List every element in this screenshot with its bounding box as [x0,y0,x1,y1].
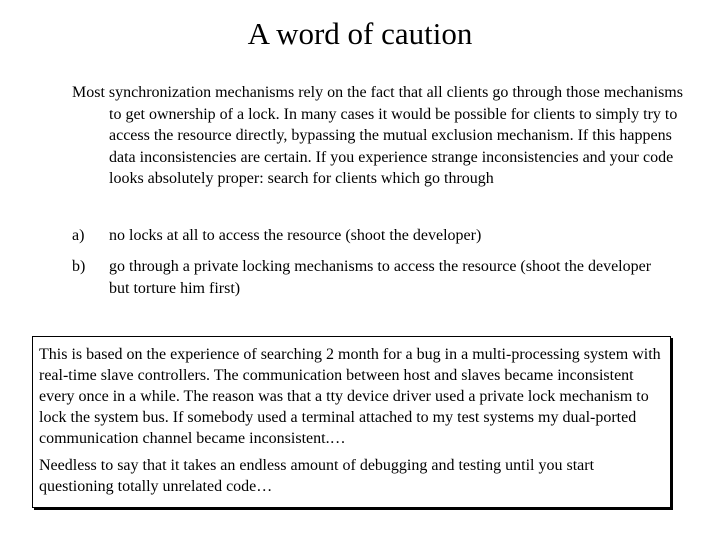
list-item-text: no locks at all to access the resource (shoot the developer) [109,227,482,244]
note-box [32,336,671,508]
intro-paragraph: Most synchronization mechanisms rely on the fact that all clients go through those mechanisms to get ownership of a lock. In many cases it would be possible for clients to simply try to access the resource directly, bypassing the mutual exclusion mechanism. If this happens data inconsistencies are certain. If you experience strange inconsistencies and your code looks absolutely proper: search for clients which go through [72,84,683,187]
note-paragraph-conclusion: Needless to say that it takes an endless amount of debugging and testing until you start questioning totally unrelated code… [39,457,595,495]
list-marker: b) [72,258,86,275]
list-item [72,256,652,299]
note-paragraph-experience: This is based on the experience of searching 2 month for a bug in a multi-processing system with real-time slave controllers. The communication between host and slaves became inconsistent every once in a while. The reason was that a tty device driver used a private lock mechanism to lock the system bus. If somebody used a terminal attached to my test systems my dual-ported communication channel became inconsistent.… [39,346,661,447]
list-item [72,225,652,247]
slide-title: A word of caution [247,16,473,51]
list-item-text: go through a private locking mechanisms to access the resource (shoot the developer but torture him first) [109,258,652,297]
list-marker: a) [72,227,85,244]
